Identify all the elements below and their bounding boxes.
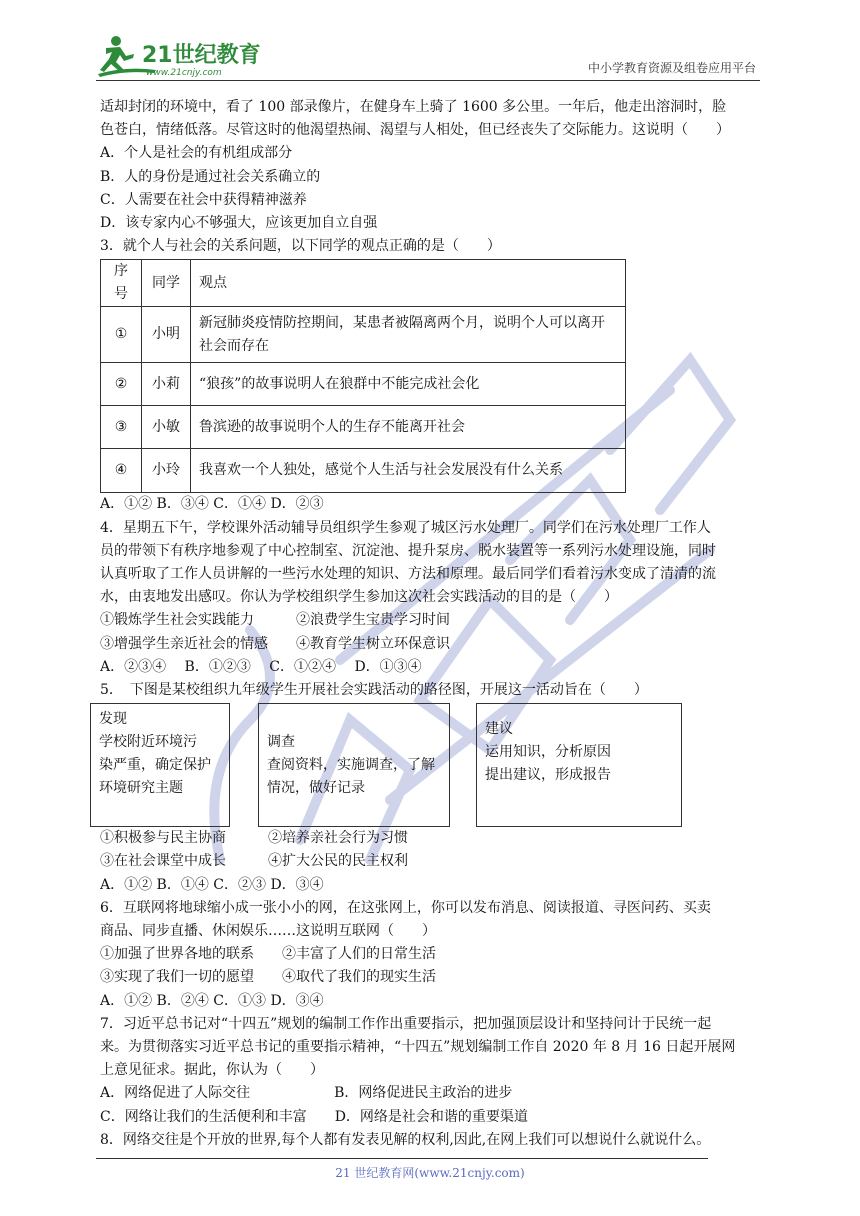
- q3-table: [100, 259, 626, 493]
- path-box-suggest: [476, 703, 682, 827]
- q6-items: ③实现了我们一切的愿望 ④取代了我们的现实生活: [100, 969, 436, 986]
- q5-items: ①积极参与民主协商 ②培养亲社会行为习惯: [100, 830, 408, 847]
- row-view: 新冠肺炎疫情防控期间，某患者被隔离两个月，说明个人可以离开社会而存在: [191, 307, 626, 363]
- q3-stem: 3．就个人与社会的关系问题，以下同学的观点正确的是（ ）: [100, 238, 501, 255]
- table-row: [101, 307, 626, 363]
- q2-line: 适却封闭的环境中，看了 100 部录像片，在健身车上骑了 1600 多公里。一年后，他走出溶洞时，脸: [100, 99, 727, 115]
- q4-items: ①锻炼学生社会实践能力 ②浪费学生宝贵学习时间: [100, 612, 450, 629]
- box-line: 染严重，确定保护: [99, 757, 211, 774]
- box-title: 发现: [99, 711, 127, 728]
- q5-path-diagram: [100, 703, 760, 827]
- row-name: 小玲: [142, 449, 191, 493]
- row-num: ③: [101, 406, 142, 449]
- q2-line: 色苍白，情绪低落。尽管这时的他渴望热闹、渴望与人相处，但已经丧失了交际能力。这说明（ ）: [100, 122, 730, 139]
- q4-line: 水，由衷地发出感叹。你认为学校组织学生参加这次社会实践活动的目的是（ ）: [100, 589, 618, 606]
- q7-line: 来。为贯彻落实习近平总书记的重要指示精神，“十四五”规划编制工作自 2020 年 8 月 16 日起开展网: [100, 1039, 736, 1056]
- page-header: [96, 32, 760, 81]
- table-header-name: 同学: [142, 260, 191, 307]
- q7-options: C．网络让我们的生活便利和丰富 D．网络是社会和谐的重要渠道: [100, 1108, 528, 1125]
- q6-line: 6．互联网将地球缩小成一张小小的网，在这张网上，你可以发布消息、阅读报道、寻医问药、买卖: [100, 899, 711, 916]
- table-row: [101, 363, 626, 406]
- platform-title: 中小学教育资源及组卷应用平台: [587, 61, 756, 75]
- row-num: ①: [101, 307, 142, 363]
- q4-line: 4．星期五下午，学校课外活动辅导员组织学生参观了城区污水处理厂。同学们在污水处理厂工作人: [100, 519, 711, 536]
- row-view: “狼孩”的故事说明人在狼群中不能完成社会化: [191, 363, 626, 406]
- row-view: 鲁滨逊的故事说明个人的生存不能离开社会: [191, 406, 626, 449]
- logo-21cnjy-icon: [96, 32, 296, 78]
- q7-options: A．网络促进了人际交往 B．网络促进民主政治的进步: [100, 1085, 513, 1102]
- row-view: 我喜欢一个人独处，感觉个人生活与社会发展没有什么关系: [191, 449, 626, 493]
- table-header-row: [101, 260, 626, 307]
- box-line: 环境研究主题: [99, 780, 183, 797]
- svg-text:21世纪教育: 21世纪教育: [142, 43, 261, 68]
- box-line: 学校附近环境污: [99, 734, 197, 751]
- row-name: 小莉: [142, 363, 191, 406]
- row-num: ②: [101, 363, 142, 406]
- table-row: [101, 406, 626, 449]
- svg-text:www.21cnjy.com: www.21cnjy.com: [146, 68, 222, 78]
- box-title: 建议: [485, 721, 513, 738]
- table-row: [101, 449, 626, 493]
- q4-line: 员的带领下有秩序地参观了中心控制室、沉淀池、提升泵房、脱水装置等一系列污水处理设施，同时: [100, 542, 716, 559]
- q8-stem: 8．网络交往是个开放的世界,每个人都有发表见解的权利,因此,在网上我们可以想说什么就说什么。: [100, 1131, 711, 1148]
- path-box-investigate: [258, 703, 450, 827]
- box-line: 查阅资料，实施调查，了解: [267, 757, 435, 774]
- q2-option-d: D．该专家内心不够强大，应该更加自立自强: [100, 215, 378, 232]
- q2-option-c: C．人需要在社会中获得精神滋养: [100, 191, 307, 208]
- q4-line: 认真听取了工作人员讲解的一些污水处理的知识、方法和原理。最后同学们看着污水变成了清清的流: [100, 566, 716, 583]
- q6-line: 商品、同步直播、休闲娱乐……这说明互联网（ ）: [100, 923, 436, 940]
- box-line: 提出建议，形成报告: [485, 767, 611, 784]
- q6-items: ①加强了世界各地的联系 ②丰富了人们的日常生活: [100, 946, 436, 963]
- box-title: 调查: [267, 734, 295, 751]
- path-box-discover: [90, 703, 230, 827]
- q5-stem: 5． 下图是某校组织九年级学生开展社会实践活动的路径图，开展这一活动旨在（ ）: [100, 682, 648, 699]
- table-header-num: 序号: [101, 260, 142, 307]
- q3-answers: A．①② B．③④ C．①④ D．②③: [100, 496, 324, 513]
- document-body: [100, 96, 760, 1152]
- q2-option-a: A．个人是社会的有机组成部分: [100, 145, 293, 162]
- q2-option-b: B．人的身份是通过社会关系确立的: [100, 168, 321, 185]
- row-num: ④: [101, 449, 142, 493]
- table-header-view: 观点: [191, 260, 626, 307]
- q6-answers: A．①② B．②④ C．①③ D．③④: [100, 992, 324, 1009]
- q7-line: 上意见征求。据此，你认为（ ）: [100, 1062, 324, 1079]
- footer-divider: [96, 1158, 708, 1159]
- row-name: 小明: [142, 307, 191, 363]
- q4-items: ③增强学生亲近社会的情感 ④教育学生树立环保意识: [100, 635, 450, 652]
- row-name: 小敏: [142, 406, 191, 449]
- box-line: 情况，做好记录: [267, 780, 365, 797]
- q4-answers: A．②③④ B．①②③ C．①②④ D．①③④: [100, 658, 422, 675]
- box-line: 运用知识，分析原因: [485, 744, 611, 761]
- q5-items: ③在社会课堂中成长 ④扩大公民的民主权利: [100, 853, 408, 870]
- q7-line: 7．习近平总书记对“十四五”规划的编制工作作出重要指示，把加强顶层设计和坚持问计于民统一起: [100, 1015, 712, 1032]
- footer-text: 21 世纪教育网(www.21cnjy.com): [335, 1166, 525, 1180]
- q5-answers: A．①② B．①④ C．②③ D．③④: [100, 876, 324, 893]
